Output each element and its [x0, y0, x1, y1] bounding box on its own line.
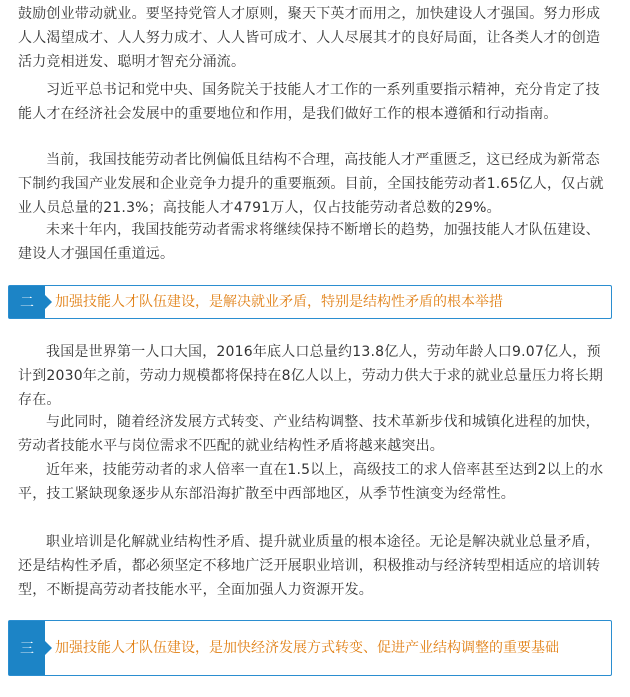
section-heading-3 [8, 620, 612, 676]
article-paragraph: 职业培训是化解就业结构性矛盾、提升就业质量的根本途径。无论是解决就业总量矛盾，还是结构性矛盾，都必须坚定不移地广泛开展职业培训，积极推动与经济转型相适应的培训转型，不断提高劳动者技能水平，全面加强人力资源开发。 [18, 534, 601, 598]
section-heading-text: 加强技能人才队伍建设，是解决就业矛盾，特别是结构性矛盾的根本举措 [55, 294, 503, 310]
article-paragraph: 与此同时，随着经济发展方式转变、产业结构调整、技术革新步伐和城镇化进程的加快，劳动者技能水平与岗位需求不匹配的就业结构性矛盾将越来越突出。 [18, 414, 600, 454]
article-paragraph: 未来十年内，我国技能劳动者需求将继续保持不断增长的趋势，加强技能人才队伍建设、建设人才强国任重道远。 [18, 222, 600, 262]
section-heading-2 [8, 285, 612, 319]
article-paragraph: 我国是世界第一人口大国，2016年底人口总量约13.8亿人，劳动年龄人口9.07亿人，预计到2030年之前，劳动力规模都将保持在8亿人以上，劳动力供大于求的就业总量压力将长期存在。 [18, 344, 604, 408]
section-heading-text: 加强技能人才队伍建设，是加快经济发展方式转变、促进产业结构调整的重要基础 [55, 640, 559, 656]
article-paragraph: 近年来，技能劳动者的求人倍率一直在1.5以上，高级技工的求人倍率甚至达到2以上的水平，技工紧缺现象逐步从东部沿海扩散至中西部地区，从季节性演变为经常性。 [18, 462, 604, 502]
article-paragraph: 习近平总书记和党中央、国务院关于技能人才工作的一系列重要指示精神，充分肯定了技能人才在经济社会发展中的重要地位和作用，是我们做好工作的根本遵循和行动指南。 [18, 82, 600, 122]
article-paragraph: 鼓励创业带动就业。要坚持党管人才原则，聚天下英才而用之，加快建设人才强国。努力形成人人渴望成才、人人努力成才、人人皆可成才、人人尽展其才的良好局面，让各类人才的创造活力竞相迸发、聪明才智充分涌流。 [18, 6, 601, 70]
section-number: 二 [9, 286, 45, 318]
section-number: 三 [9, 621, 45, 675]
article-paragraph: 当前，我国技能劳动者比例偏低且结构不合理，高技能人才严重匮乏，这已经成为新常态下制约我国产业发展和企业竞争力提升的重要瓶颈。目前，全国技能劳动者1.65亿人，仅占就业人员总量的21.3%；高技能人才4791万人，仅占技能劳动者总数的29%。 [18, 152, 604, 216]
